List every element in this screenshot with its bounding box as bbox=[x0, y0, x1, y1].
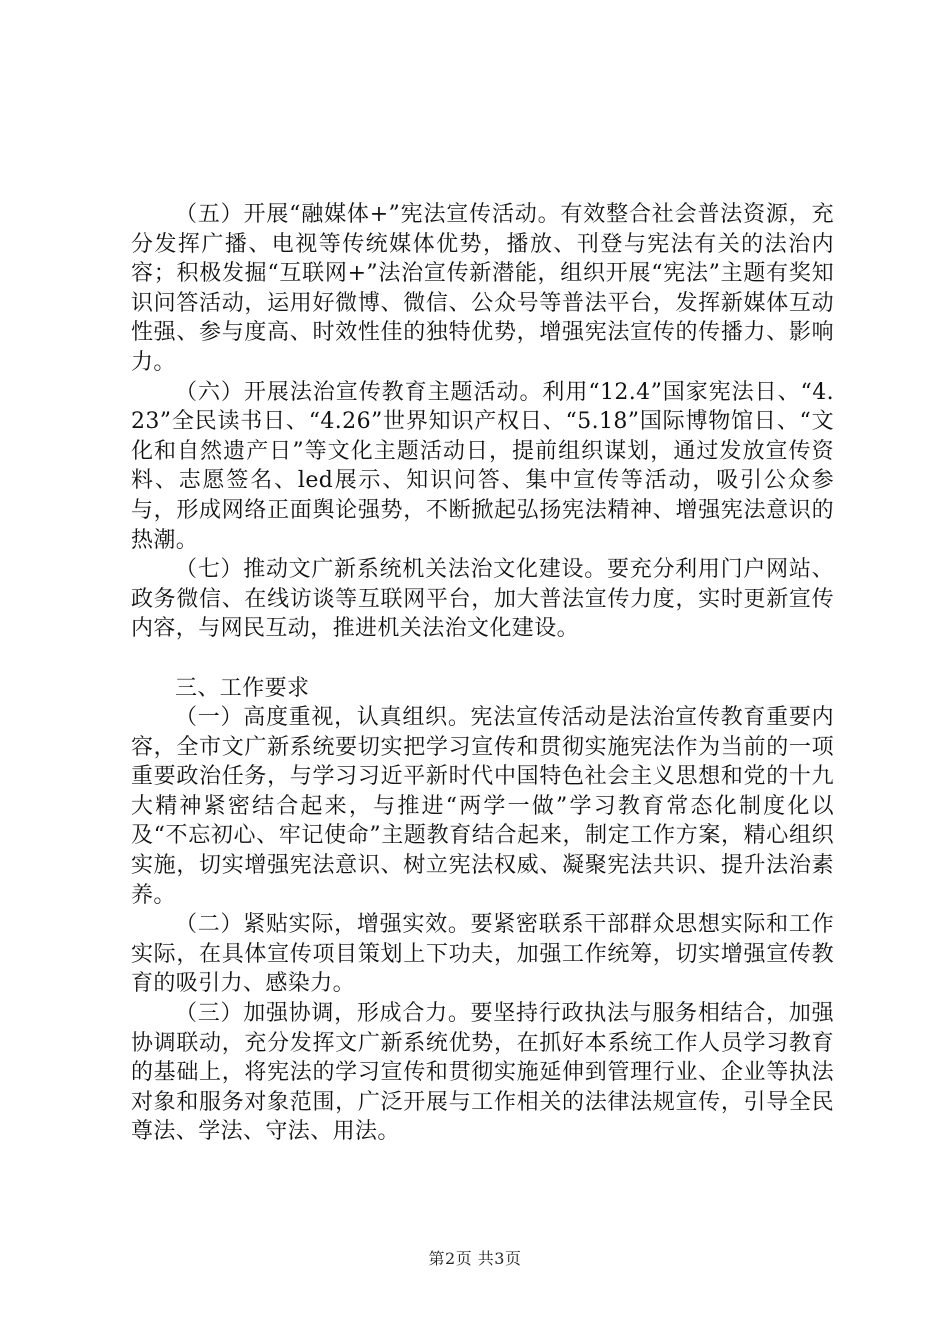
paragraph-six: （六）开展法治宣传教育主题活动。利用“12.4”国家宪法日、“4.23”全民读书日、“4.26”世界知识产权日、“5.18”国际博物馆日、“文化和自然遗产日”等文化主题活动日，提前组织谋划，通过发放宣传资料、志愿签名、led展示、知识问答、集中宣传等活动，吸引公众参与，形成网络正面舆论强势，不断掀起弘扬宪法精神、增强宪法意识的热潮。 bbox=[131, 379, 834, 553]
paragraph-seven: （七）推动文广新系统机关法治文化建设。要充分利用门户网站、政务微信、在线访谈等互联网平台，加大普法宣传力度，实时更新宣传内容，与网民互动，推进机关法治文化建设。 bbox=[131, 557, 834, 642]
page-number-footer: 第2页 共3页 bbox=[428, 1249, 522, 1268]
requirement-two: （二）紧贴实际，增强实效。要紧密联系干部群众思想实际和工作实际，在具体宣传项目策划上下功夫，加强工作统筹，切实增强宣传教育的吸引力、感染力。 bbox=[131, 912, 834, 997]
paragraph-five: （五）开展“融媒体+”宪法宣传活动。有效整合社会普法资源，充分发挥广播、电视等传统媒体优势，播放、刊登与宪法有关的法治内容；积极发掘“互联网+”法治宣传新潜能，组织开展“宪法”主题有奖知识问答活动，运用好微博、微信、公众号等普法平台，发挥新媒体互动性强、参与度高、时效性佳的独特优势，增强宪法宣传的传播力、影响力。 bbox=[131, 202, 834, 375]
requirement-one: （一）高度重视，认真组织。宪法宣传活动是法治宣传教育重要内容，全市文广新系统要切实把学习宣传和贯彻实施宪法作为当前的一项重要政治任务，与学习习近平新时代中国特色社会主义思想和党的十九大精神紧密结合起来，与推进“两学一做”学习教育常态化制度化以及“不忘初心、牢记使命”主题教育结合起来，制定工作方案，精心组织实施，切实增强宪法意识、树立宪法权威、凝聚宪法共识、提升法治素养。 bbox=[131, 705, 834, 908]
document-body bbox=[131, 200, 834, 1147]
section-spacer bbox=[131, 644, 834, 674]
section-heading: 三、工作要求 bbox=[175, 675, 310, 701]
requirement-three: （三）加强协调，形成合力。要坚持行政执法与服务相结合，加强协调联动，充分发挥文广新系统优势，在抓好本系统工作人员学习教育的基础上，将宪法的学习宣传和贯彻实施延伸到管理行业、企业等执法对象和服务对象范围，广泛开展与工作相关的法律法规宣传，引导全民尊法、学法、守法、用法。 bbox=[131, 1001, 834, 1145]
